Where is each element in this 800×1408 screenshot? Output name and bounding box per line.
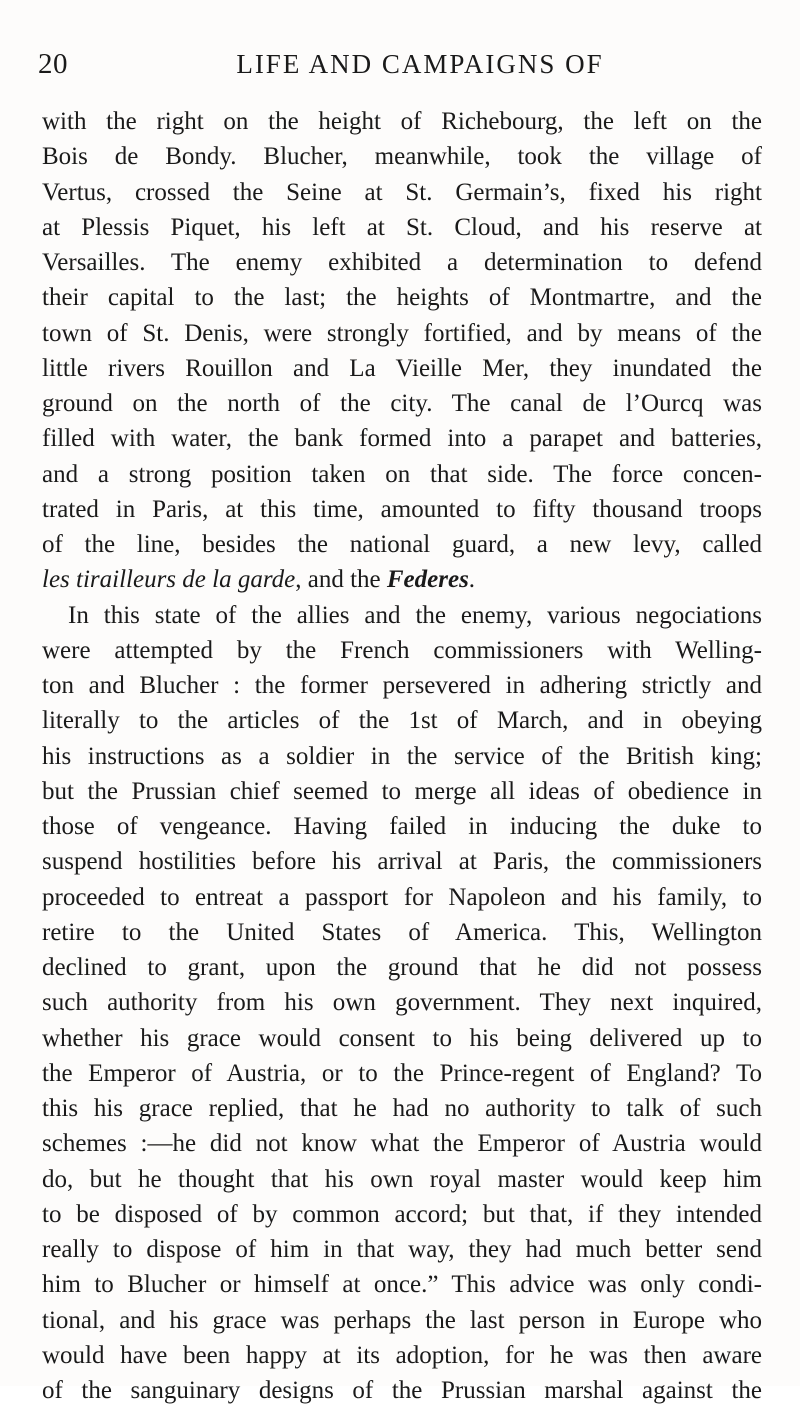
- text-line: literally to the articles of the 1st of March, and in obeying: [42, 707, 762, 735]
- text-line: ground on the north of the city. The canal de l’Ourcq was: [42, 390, 762, 417]
- running-head: LIFE AND CAMPAIGNS OF: [236, 49, 604, 79]
- text-line: filled with water, the bank formed into a parapet and batteries,: [42, 425, 762, 453]
- text-line: Bois de Bondy. Blucher, meanwhile, took the village of: [42, 143, 762, 171]
- text-fragment: .: [468, 566, 476, 594]
- text-line: really to dispose of him in that way, they had much better send: [42, 1236, 762, 1263]
- text-line-paragraph-end: [42, 562, 762, 597]
- text-line: schemes :—he did not know what the Emperor of Austria would: [42, 1130, 762, 1158]
- text-line: trated in Paris, at this time, amounted to fifty thousand troops: [42, 495, 762, 523]
- body-text: [42, 104, 762, 1408]
- text-line: those of vengeance. Having failed in inducing the duke to: [42, 813, 762, 840]
- text-line: with the right on the height of Richebourg, the left on the: [42, 108, 762, 135]
- text-line: of the line, besides the national guard, a new levy, called: [42, 531, 762, 558]
- text-line: his instructions as a soldier in the service of the British king;: [42, 742, 762, 770]
- page-number: 20: [38, 48, 68, 80]
- text-fragment: , and the: [295, 566, 387, 594]
- text-line: ton and Blucher : the former persevered in adhering strictly and: [42, 672, 762, 699]
- text-line: him to Blucher or himself at once.” This advice was only condi-: [42, 1271, 762, 1299]
- text-line: declined to grant, upon the ground that he did not possess: [42, 954, 762, 981]
- text-line: Vertus, crossed the Seine at St. Germain’s, fixed his right: [42, 178, 762, 206]
- italic-phrase: Federes: [386, 566, 469, 594]
- text-line: of the sanguinary designs of the Prussian marshal against the: [42, 1377, 762, 1404]
- text-line: whether his grace would consent to his being delivered up to: [42, 1024, 762, 1052]
- text-line: suspend hostilities before his arrival at Paris, the commissioners: [42, 848, 762, 876]
- text-line: their capital to the last; the heights of Montmartre, and the: [42, 284, 762, 312]
- text-line: tional, and his grace was perhaps the last person in Europe who: [42, 1306, 762, 1334]
- text-line: and a strong position taken on that side. The force concen-: [42, 460, 762, 488]
- text-line: retire to the United States of America. This, Wellington: [42, 918, 762, 946]
- text-line: to be disposed of by common accord; but that, if they intended: [42, 1200, 762, 1228]
- text-line: proceeded to entreat a passport for Napoleon and his family, to: [42, 883, 762, 911]
- page-header: [38, 48, 762, 88]
- text-line: this his grace replied, that he had no authority to talk of such: [42, 1095, 762, 1122]
- text-line: would have been happy at its adoption, for he was then aware: [42, 1341, 762, 1369]
- text-line: such authority from his own government. They next inquired,: [42, 989, 762, 1017]
- text-line: at Plessis Piquet, his left at St. Cloud, and his reserve at: [42, 213, 762, 241]
- text-line: do, but he thought that his own royal master would keep him: [42, 1165, 762, 1193]
- text-line: were attempted by the French commissioners with Welling-: [42, 636, 762, 664]
- italic-phrase: les tirailleurs de la garde: [42, 566, 296, 594]
- text-line: little rivers Rouillon and La Vieille Mer, they inundated the: [42, 354, 762, 382]
- text-line-paragraph-start: In this state of the allies and the enemy, various negociations: [68, 601, 762, 629]
- text-line: Versailles. The enemy exhibited a determination to defend: [42, 249, 762, 276]
- text-line: town of St. Denis, were strongly fortified, and by means of the: [42, 319, 762, 347]
- text-line: but the Prussian chief seemed to merge all ideas of obedience in: [42, 777, 762, 805]
- text-line: the Emperor of Austria, or to the Prince-regent of England? To: [42, 1059, 762, 1087]
